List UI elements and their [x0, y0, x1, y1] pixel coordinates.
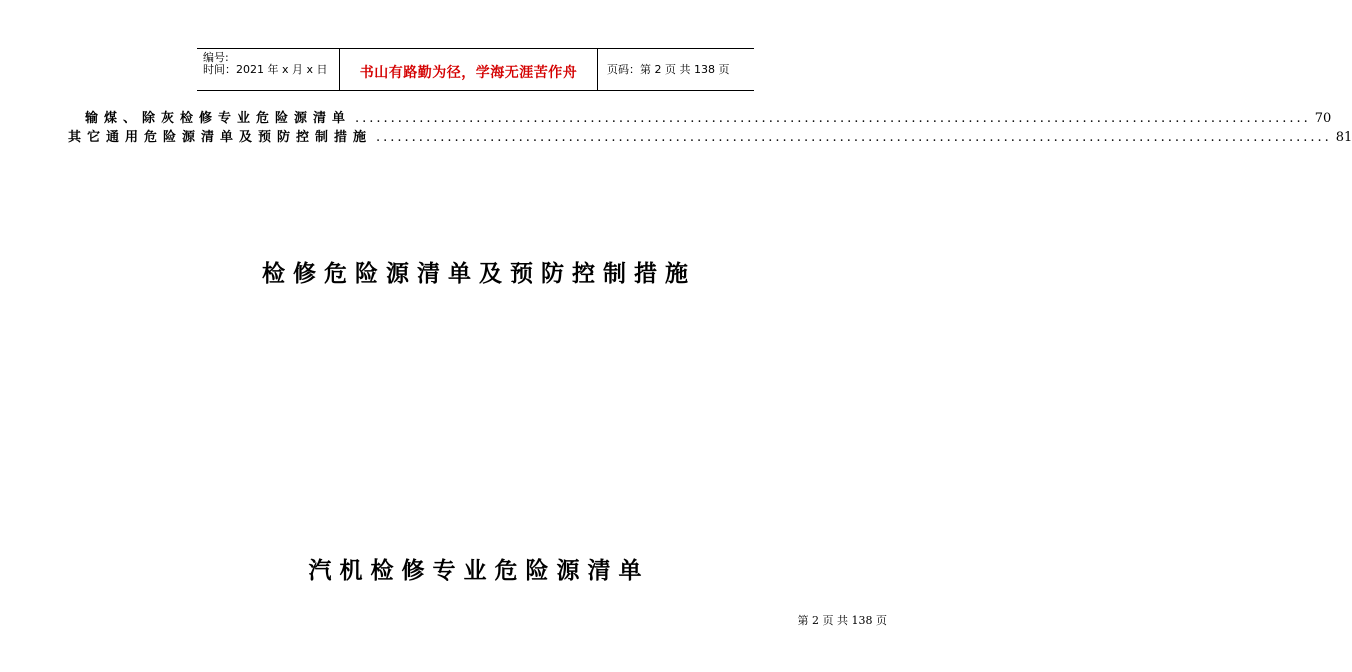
time-label: 时间：2021 年 x 月 x 日: [203, 63, 328, 76]
toc-entry[interactable]: [68, 130, 1352, 146]
toc-leader-dots: ......................................................................................................................................: [376, 130, 1332, 145]
toc-entry-page: 81: [1335, 130, 1352, 145]
toc-entry-title: 输煤、除灰检修专业危险源清单: [85, 111, 352, 126]
section-heading: 汽 机 检 修 专 业 危 险 源 清 单: [308, 558, 642, 584]
toc-entry-title: 其它通用危险源清单及预防控制措施: [68, 130, 373, 145]
header-page-cell: [598, 49, 754, 90]
main-heading: 检 修 危 险 源 清 单 及 预 防 控 制 措 施: [261, 261, 689, 287]
footer-page-number: 第 2 页 共 138 页: [797, 614, 887, 627]
header-motto-cell: [340, 49, 598, 90]
toc-leader-dots: ......................................................................................................................................: [355, 111, 1311, 126]
toc-entry[interactable]: [68, 111, 1332, 127]
page-label: 页码：第 2 页 共 138 页: [607, 63, 730, 76]
header-info-cell: [197, 49, 340, 90]
motto-text: 书山有路勤为径，学海无涯苦作舟: [359, 65, 578, 81]
header-table: [197, 48, 754, 91]
number-label: 编号:: [203, 51, 229, 64]
toc-entry-page: 70: [1314, 111, 1332, 126]
